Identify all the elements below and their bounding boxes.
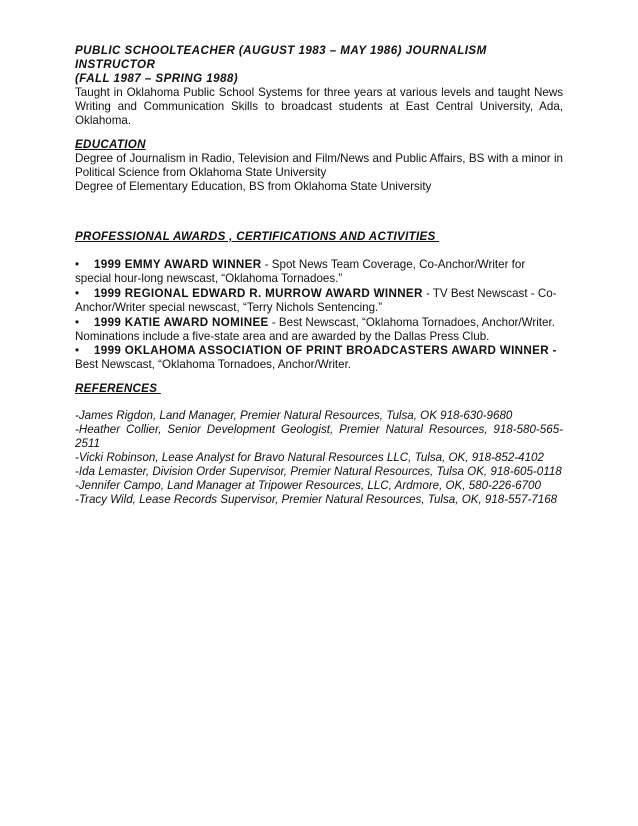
award-detail: - TV Best Newscast - Co-Anchor/Writer special newscast, “Terry Nichols Sentencing.”	[75, 286, 557, 314]
references-heading: REFERENCES	[75, 382, 161, 396]
reference-item: -Ida Lemaster, Division Order Supervisor, Premier Natural Resources, Tulsa OK, 918-605-0118	[75, 464, 562, 478]
reference-item: -Heather Collier, Senior Development Geologist, Premier Natural Resources, 918-580-565-2511	[75, 423, 563, 450]
reference-item: -Tracy Wild, Lease Records Supervisor, Premier Natural Resources, Tulsa, OK, 918-557-7168	[75, 492, 558, 506]
award-name: 1999 EMMY AWARD WINNER	[94, 257, 262, 271]
bullet-icon: •	[75, 315, 80, 329]
award-item	[75, 344, 563, 372]
resume-content	[75, 44, 563, 506]
references-list	[75, 409, 563, 506]
award-detail: - Best Newscast, “Oklahoma Tornadoes, Anchor/Writer. Nominations include a five-state area and are awarded by the Dallas Press Club.	[75, 315, 555, 343]
job-description: Taught in Oklahoma Public School Systems for three years at various levels and taught News Writing and Communication Skills to broadcast students at East Central University, Ada, Oklahoma.	[75, 85, 563, 127]
job-title-line-1: PUBLIC SCHOOLTEACHER (AUGUST 1983 – MAY 1986) JOURNALISM INSTRUCTOR	[75, 44, 487, 71]
award-detail: Best Newscast, “Oklahoma Tornadoes, Anchor/Writer.	[75, 358, 352, 372]
job-title-line-2: (FALL 1987 – SPRING 1988)	[75, 71, 239, 85]
award-name: 1999 KATIE AWARD NOMINEE	[94, 315, 269, 329]
bullet-icon: •	[75, 286, 80, 300]
bullet-icon: •	[75, 344, 80, 358]
education-degree-2: Degree of Elementary Education, BS from Oklahoma State University	[75, 180, 432, 194]
award-name: 1999 REGIONAL EDWARD R. MURROW AWARD WINNER	[94, 286, 423, 300]
bullet-icon: •	[75, 257, 80, 271]
reference-item: -Jennifer Campo, Land Manager at Tripower Resources, LLC, Ardmore, OK, 580-226-6700	[75, 478, 541, 492]
reference-item: -James Rigdon, Land Manager, Premier Natural Resources, Tulsa, OK 918-630-9680	[75, 409, 513, 423]
award-detail: - Spot News Team Coverage, Co-Anchor/Writer for special hour-long newscast, “Oklahoma Tornadoes.”	[75, 257, 526, 285]
education-heading: EDUCATION	[75, 138, 146, 152]
reference-item: -Vicki Robinson, Lease Analyst for Bravo Natural Resources LLC, Tulsa, OK, 918-852-4102	[75, 450, 544, 464]
award-item	[75, 287, 563, 315]
education-degree-1: Degree of Journalism in Radio, Television and Film/News and Public Affairs, BS with a minor in Political Science from Oklahoma State University	[75, 152, 563, 180]
award-name: 1999 OKLAHOMA ASSOCIATION OF PRINT BROADCASTERS AWARD WINNER -	[94, 344, 557, 358]
awards-heading: PROFESSIONAL AWARDS , CERTIFICATIONS AND ACTIVITIES	[75, 230, 440, 244]
award-item	[75, 316, 563, 344]
award-item	[75, 258, 563, 286]
